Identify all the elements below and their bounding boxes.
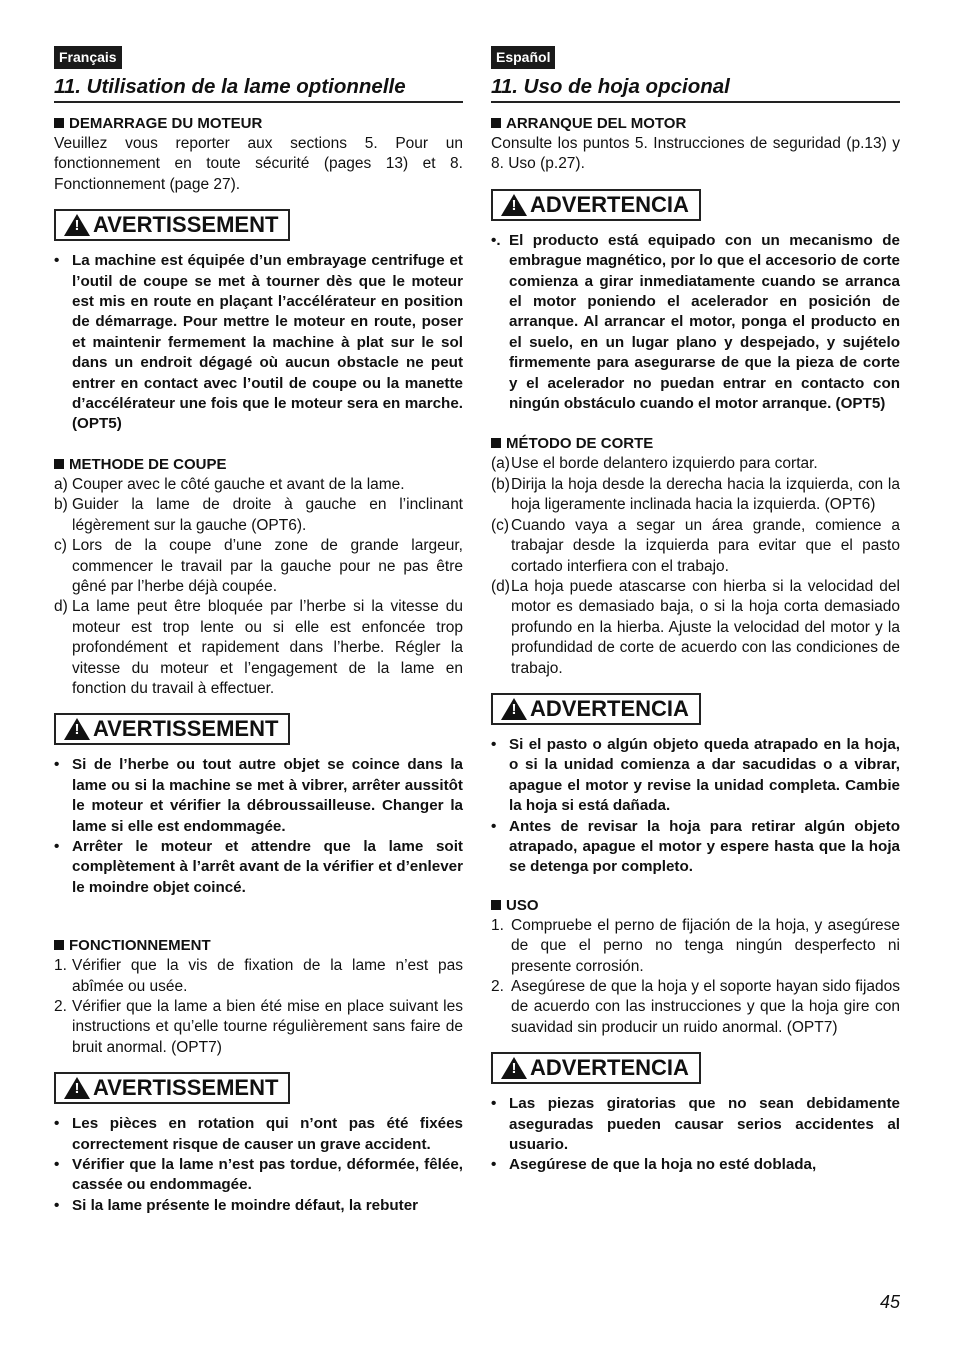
square-bullet-icon — [491, 438, 501, 448]
paragraph-engine-start: Veuillez vous reporter aux sections 5. Pour un fonctionnement en toute sécurité (pages 13) et 8. Fonctionnement (page 27). — [54, 135, 463, 193]
list-item: • Si la lame présente le moindre défaut, la rebuter — [54, 1196, 419, 1214]
list-item: a) Couper avec le côté gauche et avant de la lame. — [54, 475, 405, 493]
language-tag: Français — [54, 46, 122, 69]
list-item: • La machine est équipée d’un embrayage centrifuge et l’outil de coupe se met à tourner dès que le moteur est mis en route en plaçant l’accélérateur en position de démarrage. Pour mettre le moteur en route, poser et maintenir fermement la machine à plat sur le sol dans un endroit dégagé où aucun obstacle ne peut entrer en contact avec l’outil de coupe ou la manette d’accélérateur une fois que le moteur sera en marche. (OPT5) — [54, 252, 463, 433]
list-item: • Antes de revisar la hoja para retirar algún objeto atrapado, apague el motor y espere hasta que la hoja se detenga por completo. — [491, 817, 900, 876]
subheading-engine-start: DEMARRAGE DU MOTEUR — [54, 114, 463, 134]
cutting-method-list — [54, 475, 463, 699]
column-french — [54, 46, 463, 1216]
list-item: 1. Vérifier que la vis de fixation de la lame n’est pas abîmée ou usée. — [54, 957, 463, 995]
list-item: • Si el pasto o algún objeto queda atrapado en la hoja, o si la unidad comienza a dar sacudidas o a vibrar, apague el motor y revise la unidad completa. Cambie la hoja si está dañada. — [491, 735, 900, 815]
warning-list — [54, 1114, 463, 1216]
section-title: 11. Uso de hoja opcional — [491, 75, 900, 103]
warning-box: ! ADVERTENCIA — [491, 1052, 701, 1084]
warning-list — [491, 231, 900, 415]
column-spanish — [491, 46, 900, 1176]
square-bullet-icon — [491, 118, 501, 128]
list-item: d) La lame peut être bloquée par l’herbe si la vitesse du moteur est trop lente ou si elle est enfoncée trop profondément et rapidement dans l’herbe. Régler la vitesse du moteur et l’engagement de la lame en fonction du travail à effectuer. — [54, 598, 463, 697]
cutting-method-list — [491, 454, 900, 678]
warning-list — [491, 735, 900, 878]
subheading-operation: USO — [491, 896, 900, 916]
language-tag: Español — [491, 46, 555, 69]
subheading-operation: FONCTIONNEMENT — [54, 936, 463, 956]
page-number: 45 — [879, 1292, 900, 1312]
list-item: •. El producto está equipado con un mecanismo de embrague magnético, por lo que el accesorio de corte comienza a girar inmediatamente cuando se arranca el motor poniendo el acelerador en posición de arranque. Al arrancar el motor, ponga el producto en el suelo, en un lugar plano y despejado, y sujételo firmemente para asegurarse de que la pieza de corte y el acelerador no puedan entrar en contacto con ningún obstáculo cuando el motor arranque. (OPT5) — [491, 231, 900, 413]
square-bullet-icon — [54, 118, 64, 128]
warning-box: ! ADVERTENCIA — [491, 189, 701, 221]
warning-triangle-icon: ! — [64, 1077, 90, 1099]
list-item: c) Lors de la coupe d’une zone de grande largeur, commencer le travail par la gauche pour ne pas être gêné par l’herbe déjà coupée. — [54, 537, 463, 595]
warning-box: ! AVERTISSEMENT — [54, 209, 290, 241]
warning-list — [491, 1094, 900, 1176]
section-title: 11. Utilisation de la lame optionnelle — [54, 75, 463, 103]
list-item: (c) Cuando vaya a segar un área grande, comience a trabajar desde la izquierda para evitar que el pasto cortado interfiera con el trabajo. — [491, 516, 900, 575]
operation-list — [54, 956, 463, 1058]
warning-list — [54, 251, 463, 435]
list-item: 2. Asegúrese de que la hoja y el soporte hayan sido fijados de acuerdo con las instrucciones y que la hoja gire con suavidad sin producir un ruido anormal. (OPT7) — [491, 978, 900, 1036]
warning-list — [54, 755, 463, 898]
list-item: • Vérifier que la lame n’est pas tordue, déformée, fêlée, cassée ou endommagée. — [54, 1156, 463, 1194]
paragraph-engine-start: Consulte los puntos 5. Instrucciones de seguridad (p.13) y 8. Uso (p.27). — [491, 135, 900, 173]
list-item: • Si de l’herbe ou tout autre objet se coince dans la lame ou si la machine se met à vibrer, arrêter aussitôt le moteur et vérifier la débroussailleuse. Changer la lame si elle est endommagée. — [54, 756, 463, 835]
list-item: 2. Vérifier que la lame a bien été mise en place suivant les instructions et qu’elle tourne régulièrement sans faire de bruit anormal. (OPT7) — [54, 998, 463, 1056]
list-item: (d) La hoja puede atascarse con hierba si la velocidad del motor es demasiado baja, o si la hoja corta demasiado profundo en la hierba. Ajuste la velocidad del motor y la profundidad de corte de acuerdo con las condiciones de trabajo. — [491, 577, 900, 677]
warning-box: ! AVERTISSEMENT — [54, 1072, 290, 1104]
list-item: • Asegúrese de que la hoja no esté doblada, — [491, 1156, 817, 1174]
list-item: • Las piezas giratorias que no sean debidamente aseguradas pueden causar serios accidentes al usuario. — [491, 1095, 900, 1154]
warning-box: ! ADVERTENCIA — [491, 693, 701, 725]
list-item: • Les pièces en rotation qui n’ont pas été fixées correctement risque de causer un grave accident. — [54, 1115, 463, 1153]
warning-triangle-icon: ! — [501, 698, 527, 720]
list-item: 1. Compruebe el perno de fijación de la hoja, y asegúrese de que el perno no tenga ningún desperfecto ni presente corrosión. — [491, 916, 900, 975]
subheading-engine-start: ARRANQUE DEL MOTOR — [491, 114, 900, 134]
warning-triangle-icon: ! — [64, 718, 90, 740]
warning-triangle-icon: ! — [501, 1057, 527, 1079]
list-item: • Arrêter le moteur et attendre que la lame soit complètement à l’arrêt avant de la vérifier et d’enlever le moindre objet coincé. — [54, 837, 463, 896]
subheading-cutting-method: METHODE DE COUPE — [54, 455, 463, 475]
square-bullet-icon — [491, 900, 501, 910]
subheading-cutting-method: MÉTODO DE CORTE — [491, 434, 900, 454]
list-item: b) Guider la lame de droite à gauche en l’inclinant légèrement sur la gauche (OPT6). — [54, 496, 463, 534]
warning-triangle-icon: ! — [501, 194, 527, 216]
operation-list — [491, 916, 900, 1038]
list-item: (a) Use el borde delantero izquierdo para cortar. — [491, 455, 818, 473]
list-item: (b) Dirija la hoja desde la derecha hacia la izquierda, con la hoja ligeramente inclinada hacia la izquierda. (OPT6) — [491, 475, 900, 514]
square-bullet-icon — [54, 459, 64, 469]
warning-box: ! AVERTISSEMENT — [54, 713, 290, 745]
square-bullet-icon — [54, 940, 64, 950]
warning-triangle-icon: ! — [64, 214, 90, 236]
